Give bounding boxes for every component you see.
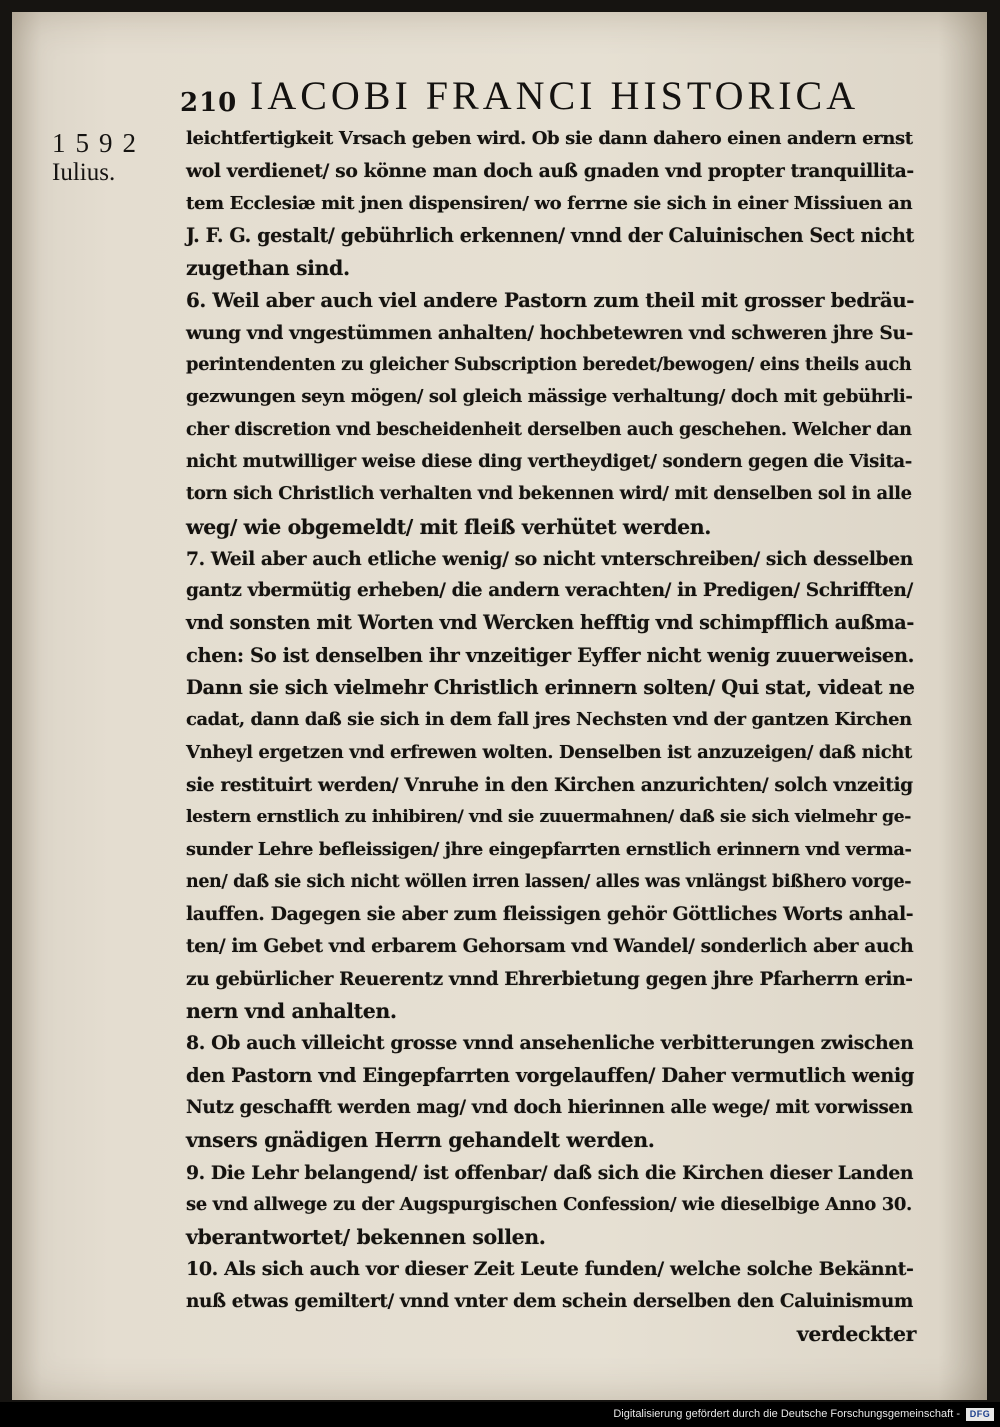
text-line: wol verdienet/ so könne man doch auß gnaden vnd propter tranquillita- bbox=[186, 160, 914, 183]
text-line: ten/ im Gebet vnd erbarem Gehorsam vnd Wandel/ sonderlich aber auch bbox=[186, 935, 914, 958]
text-line: gezwungen seyn mögen/ sol gleich mässige verhaltung/ doch mit gebührli- bbox=[186, 386, 913, 408]
text-line: vnsers gnädigen Herrn gehandelt werden. bbox=[186, 1128, 655, 1153]
text-line: Dann sie sich vielmehr Christlich erinnern solten/ Qui stat, videat ne bbox=[186, 676, 915, 700]
margin-note bbox=[52, 128, 152, 188]
text-line: gantz vbermütig erheben/ die andern verachten/ in Predigen/ Schrifften/ bbox=[186, 580, 913, 602]
text-line: cadat, dann daß sie sich in dem fall jres Nechsten vnd der gantzen Kirchen bbox=[186, 709, 912, 731]
text-line: Vnheyl ergetzen vnd erfrewen wolten. Denselben ist anzuzeigen/ daß nicht bbox=[186, 741, 912, 763]
text-line: weg/ wie obgemeldt/ mit fleiß verhütet werden. bbox=[186, 514, 712, 539]
text-line: cher discretion vnd bescheidenheit derselben auch geschehen. Welcher dan bbox=[186, 418, 912, 440]
text-line: J. F. G. gestalt/ gebührlich erkennen/ vnnd der Caluinischen Sect nicht bbox=[186, 223, 914, 247]
text-line: Nutz geschafft werden mag/ vnd doch hierinnen alle wege/ mit vorwissen bbox=[186, 1096, 913, 1118]
page-number: 210 bbox=[180, 88, 238, 118]
text-line: vberantwortet/ bekennen sollen. bbox=[186, 1225, 546, 1250]
margin-year: 1592 bbox=[52, 128, 146, 158]
text-line: nen/ daß sie sich nicht wöllen irren lassen/ alles was vnlängst bißhero vorge- bbox=[186, 871, 912, 892]
text-line: 7. Weil aber auch etliche wenig/ so nicht vnterschreiben/ sich desselben bbox=[186, 547, 913, 570]
text-line: se vnd allwege zu der Augspurgischen Confession/ wie dieselbige Anno 30. bbox=[186, 1193, 912, 1215]
text-line: nern vnd anhalten. bbox=[186, 999, 397, 1024]
text-line: 8. Ob auch villeicht grosse vnnd ansehenliche verbitterungen zwischen bbox=[186, 1032, 914, 1055]
text-line: nicht mutwilliger weise diese ding vertheydiget/ sondern gegen die Visita- bbox=[186, 450, 912, 472]
text-line: 10. Als sich auch vor dieser Zeit Leute funden/ welche solche Bekännt- bbox=[186, 1258, 914, 1281]
catchword: verdeckter bbox=[796, 1321, 916, 1346]
text-line: sie restituirt werden/ Vnruhe in den Kirchen anzurichten/ solch vnzeitig bbox=[186, 773, 913, 796]
text-line: tem Ecclesiæ mit jnen dispensiren/ wo ferrne sie sich in einer Missiuen an bbox=[186, 192, 913, 214]
text-line: zugethan sind. bbox=[186, 256, 350, 281]
text-line: perintendenten zu gleicher Subscription beredet/bewogen/ eins theils auch bbox=[186, 354, 912, 376]
text-line: sunder Lehre befleissigen/ jhre eingepfarrten ernstlich erinnern vnd verma- bbox=[186, 838, 912, 860]
footer-credit: Digitalisierung gefördert durch die Deutsche Forschungsgemeinschaft - bbox=[613, 1408, 960, 1420]
text-line: lauffen. Dagegen sie aber zum fleissigen gehör Göttliches Worts anhal- bbox=[186, 903, 914, 926]
page-header bbox=[180, 70, 860, 116]
text-line: lestern ernstlich zu inhibiren/ vnd sie zuuermahnen/ daß sie sich vielmehr ge- bbox=[186, 807, 911, 828]
text-line: nuß etwas gemiltert/ vnnd vnter dem schein derselben den Caluinismum bbox=[186, 1290, 913, 1312]
text-line: den Pastorn vnd Eingepfarrten vorgelauffen/ Daher vermutlich wenig bbox=[186, 1063, 914, 1087]
text-line: leichtfertigkeit Vrsach geben wird. Ob sie dann dahero einen andern ernst bbox=[186, 128, 913, 149]
text-line: 6. Weil aber auch viel andere Pastorn zum theil mit grosser bedräu- bbox=[186, 288, 915, 313]
text-line: torn sich Christlich verhalten vnd bekennen wird/ mit denselben sol in alle bbox=[186, 483, 912, 505]
footer-bar bbox=[0, 1402, 1000, 1427]
running-title: IACOBI FRANCI HISTORICA bbox=[250, 73, 860, 118]
text-line: wung vnd vngestümmen anhalten/ hochbetewren vnd schweren jhre Su- bbox=[186, 321, 913, 344]
text-line: 9. Die Lehr belangend/ ist offenbar/ daß sich die Kirchen dieser Landen bbox=[186, 1161, 914, 1184]
text-line: zu gebürlicher Reuerentz vnnd Ehrerbietung gegen jhre Pfarherrn erin- bbox=[186, 967, 913, 990]
text-line: chen: So ist denselben ihr vnzeitiger Eyffer nicht wenig zuuerweisen. bbox=[186, 643, 914, 667]
body-text bbox=[186, 123, 916, 1350]
margin-month: Iulius. bbox=[52, 159, 116, 186]
dfg-logo: DFG bbox=[966, 1408, 994, 1421]
text-line: vnd sonsten mit Worten vnd Wercken hefftig vnd schimpfflich außma- bbox=[186, 611, 914, 635]
